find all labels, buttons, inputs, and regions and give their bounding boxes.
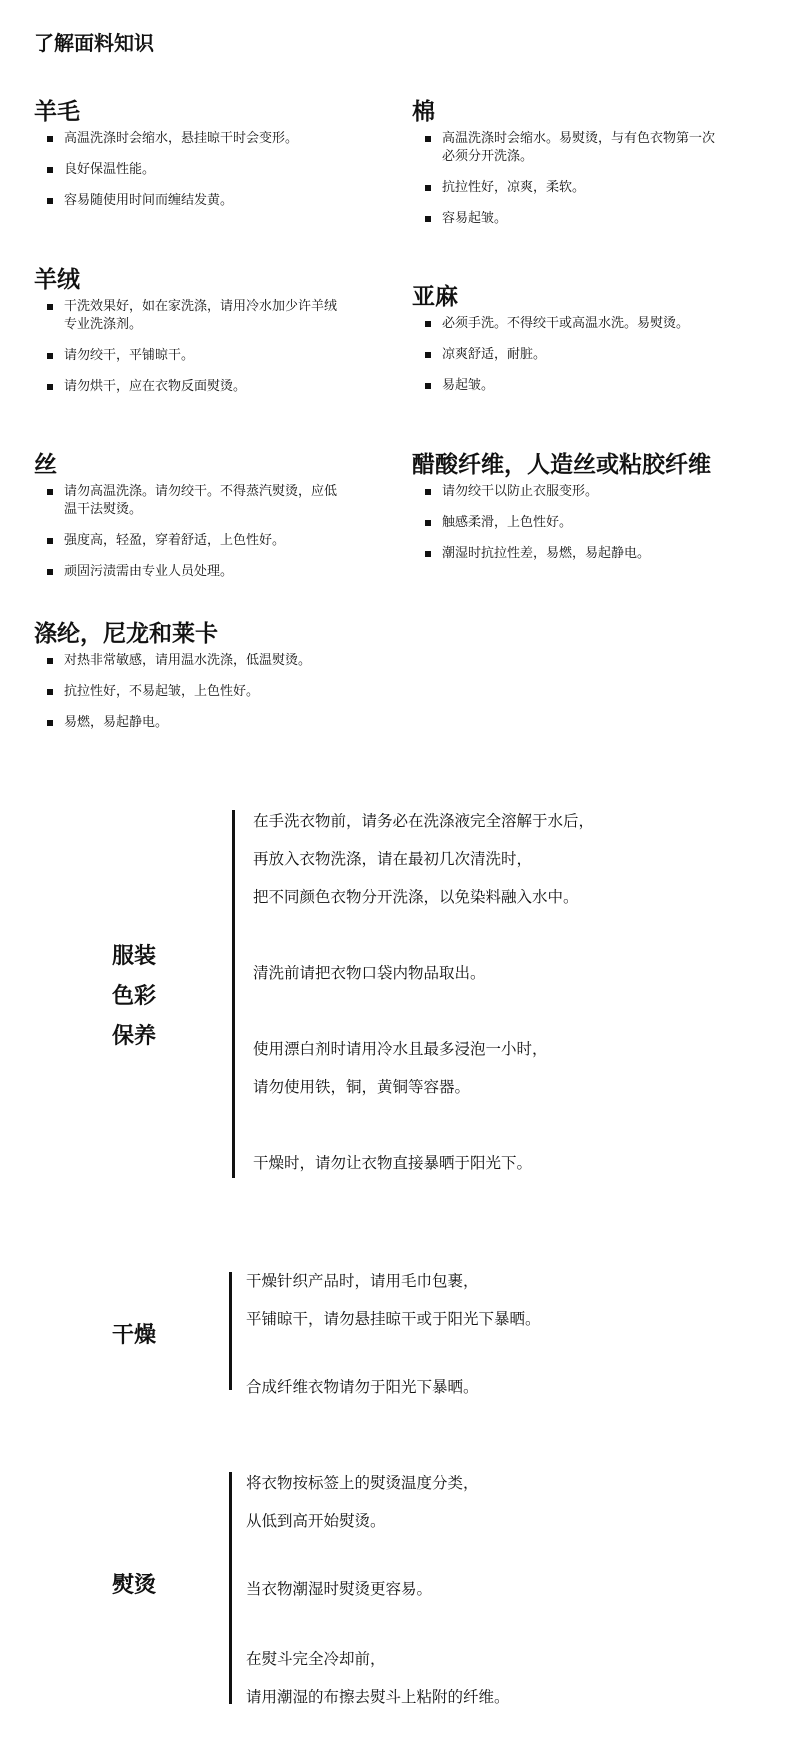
fabric-item: 请勿绞干，平铺晾干。: [34, 347, 344, 365]
care-text: [246, 1464, 510, 1716]
care-title-line: 熨烫: [112, 1573, 157, 1598]
care-line: 在熨斗完全冷却前，: [246, 1650, 386, 1668]
fabric-item: 良好保温性能。: [34, 161, 344, 179]
fabric-polyester: [34, 620, 344, 745]
fabric-item: 干洗效果好，如在家洗涤，请用冷水加少许羊绒专业洗涤剂。: [34, 298, 344, 334]
care-title: [112, 1566, 200, 1606]
care-line: 从低到高开始熨烫。: [246, 1512, 386, 1530]
fabric-item: 必须手洗。不得绞干或高温水洗。易熨烫。: [412, 315, 722, 333]
fabric-item: 凉爽舒适，耐脏。: [412, 346, 722, 364]
fabric-title: 羊绒: [34, 267, 80, 293]
fabric-cotton: [412, 98, 722, 241]
care-divider: [229, 1272, 232, 1390]
care-line: 干燥针织产品时，请用毛巾包裹，: [246, 1272, 479, 1290]
care-line: 再放入衣物洗涤，请在最初几次清洗时，: [253, 850, 533, 868]
care-divider: [232, 810, 235, 1178]
fabric-item: 强度高，轻盈，穿着舒适，上色性好。: [34, 532, 344, 550]
fabric-item: 对热非常敏感，请用温水洗涤，低温熨烫。: [34, 652, 344, 670]
fabric-cashmere: [34, 266, 344, 409]
fabric-item: 触感柔滑，上色性好。: [412, 514, 752, 532]
fabric-item: 高温洗涤时会缩水，悬挂晾干时会变形。: [34, 130, 344, 148]
fabric-title: 醋酸纤维，人造丝或粘胶纤维: [412, 452, 711, 478]
fabric-item: 易燃，易起静电。: [34, 714, 344, 732]
care-title-line: 色彩: [112, 984, 157, 1009]
care-text: [253, 802, 594, 1182]
care-line-spacer: [246, 1338, 541, 1368]
fabric-list: [412, 315, 722, 395]
fabric-item: 易起皱。: [412, 377, 722, 395]
fabric-item: 容易随使用时间而缠结发黄。: [34, 192, 344, 210]
fabric-acetate: [412, 451, 752, 576]
care-title: [112, 1316, 200, 1356]
care-line: 当衣物潮湿时熨烫更容易。: [246, 1580, 433, 1598]
care-text: [246, 1262, 541, 1406]
care-line: 将衣物按标签上的熨烫温度分类，: [246, 1474, 479, 1492]
fabric-list: [34, 130, 344, 210]
care-title-line: 保养: [112, 1024, 157, 1049]
fabric-list: [412, 483, 752, 563]
care-line: 干燥时，请勿让衣物直接暴晒于阳光下。: [253, 1154, 533, 1172]
fabric-title: 羊毛: [34, 99, 80, 125]
fabric-item: 抗拉性好，不易起皱，上色性好。: [34, 683, 344, 701]
care-line: 平铺晾干，请勿悬挂晾干或于阳光下暴晒。: [246, 1310, 541, 1328]
care-line: 请勿使用铁，铜，黄铜等容器。: [253, 1078, 471, 1096]
care-line: 请用潮湿的布擦去熨斗上粘附的纤维。: [246, 1688, 510, 1706]
fabric-item: 顽固污渍需由专业人员处理。: [34, 563, 344, 581]
page-title: 了解面料知识: [34, 31, 154, 55]
fabric-list: [412, 130, 722, 228]
fabric-item: 高温洗涤时会缩水。易熨烫，与有色衣物第一次必须分开洗涤。: [412, 130, 722, 166]
fabric-list: [34, 298, 344, 396]
fabric-list: [34, 652, 344, 732]
fabric-title: 棉: [412, 99, 435, 125]
care-line-spacer: [253, 1106, 594, 1144]
fabric-item: 容易起皱。: [412, 210, 722, 228]
care-line-spacer: [253, 992, 594, 1030]
care-line: 清洗前请把衣物口袋内物品取出。: [253, 964, 486, 982]
care-divider: [229, 1472, 232, 1704]
care-line: 在手洗衣物前，请务必在洗涤液完全溶解于水后，: [253, 812, 595, 830]
care-title-line: 服装: [112, 944, 157, 969]
care-line-spacer: [253, 916, 594, 954]
fabric-title: 涤纶，尼龙和莱卡: [34, 621, 218, 647]
fabric-linen: [412, 283, 722, 408]
fabric-wool: [34, 98, 344, 223]
fabric-item: 潮湿时抗拉性差，易燃，易起静电。: [412, 545, 752, 563]
fabric-item: 请勿高温洗涤。请勿绞干。不得蒸汽熨烫，应低温干法熨烫。: [34, 483, 344, 519]
care-line: 使用漂白剂时请用冷水且最多浸泡一小时，: [253, 1040, 548, 1058]
care-line-spacer: [246, 1608, 510, 1640]
fabric-title: 丝: [34, 452, 57, 478]
care-title: [112, 937, 200, 1057]
care-line-spacer: [246, 1540, 510, 1570]
fabric-list: [34, 483, 344, 581]
fabric-item: 请勿绞干以防止衣服变形。: [412, 483, 752, 501]
care-title-line: 干燥: [112, 1323, 157, 1348]
care-line: 合成纤维衣物请勿于阳光下暴晒。: [246, 1378, 479, 1396]
fabric-item: 抗拉性好，凉爽，柔软。: [412, 179, 722, 197]
fabric-silk: [34, 451, 344, 594]
fabric-title: 亚麻: [412, 284, 458, 310]
fabric-item: 请勿烘干，应在衣物反面熨烫。: [34, 378, 344, 396]
care-line: 把不同颜色衣物分开洗涤，以免染料融入水中。: [253, 888, 579, 906]
